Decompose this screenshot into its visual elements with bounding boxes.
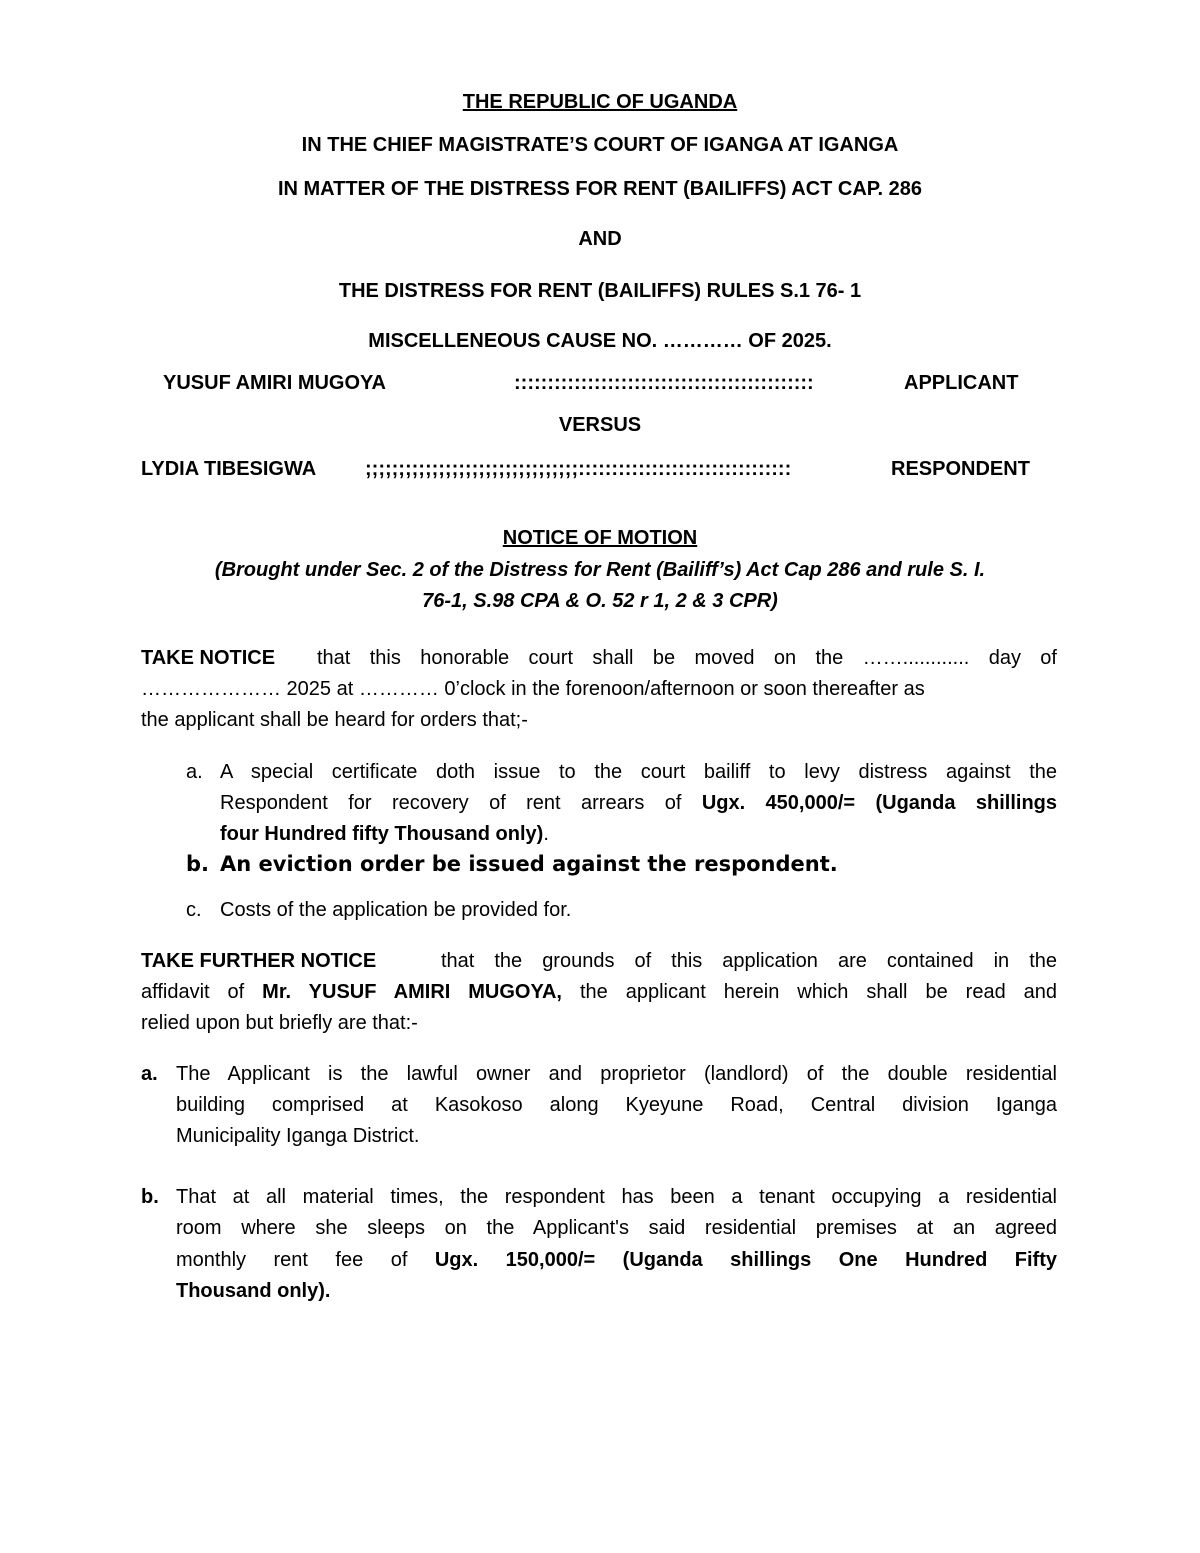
further-notice-line2	[141, 981, 1057, 1004]
respondent-label: RESPONDENT	[891, 458, 1030, 480]
further-notice-applicant: Mr. YUSUF AMIRI MUGOYA,	[262, 981, 562, 1003]
order-b-text: An eviction order be issued against the respondent.	[220, 852, 838, 876]
applicant-dots: :::::::::::::::::::::::::::::::::::::::::::::	[514, 372, 814, 394]
order-a-line1: A special certificate doth issue to the court bailiff to levy distress against the	[220, 761, 1057, 783]
applicant-label: APPLICANT	[904, 372, 1019, 394]
order-a-line3	[220, 823, 549, 846]
take-notice-line1	[141, 647, 1057, 670]
ground-a-line1: The Applicant is the lawful owner and proprietor (landlord) of the double residential	[176, 1063, 1057, 1085]
further-notice-text-2a: affidavit of	[141, 981, 245, 1003]
notice-subtitle-line2: 76-1, S.98 CPA & O. 52 r 1, 2 & 3 CPR)	[422, 590, 778, 612]
order-a-text: Respondent for recovery of rent arrears of	[220, 792, 682, 814]
further-notice-line3: relied upon but briefly are that:-	[141, 1012, 418, 1034]
order-c-text: Costs of the application be provided for.	[220, 899, 572, 921]
ground-a-marker: a.	[141, 1063, 158, 1085]
versus-heading: VERSUS	[558, 414, 642, 436]
take-notice-lead: TAKE NOTICE	[141, 647, 276, 669]
ground-a-line3: Municipality Iganga District.	[176, 1125, 420, 1147]
ground-b-amount: Ugx. 150,000/= (Uganda shillings One Hundred Fifty	[434, 1249, 1057, 1271]
respondent-name: LYDIA TIBESIGWA	[141, 458, 317, 480]
further-notice-text-1: that the grounds of this application are contained in the	[441, 950, 1057, 972]
take-notice-line3: the applicant shall be heard for orders that;-	[141, 709, 528, 731]
ground-b-line3	[176, 1249, 1057, 1272]
court-heading: IN THE CHIEF MAGISTRATE’S COURT OF IGANGA AT IGANGA	[301, 134, 899, 156]
rules-heading: THE DISTRESS FOR RENT (BAILIFFS) RULES S.1 76- 1	[338, 280, 862, 302]
ground-b-line1: That at all material times, the respondent has been a tenant occupying a residential	[176, 1186, 1057, 1208]
further-notice-line1	[141, 950, 1057, 973]
order-a-marker: a.	[186, 761, 203, 783]
matter-heading: IN MATTER OF THE DISTRESS FOR RENT (BAILIFFS) ACT CAP. 286	[277, 178, 923, 200]
and-heading: AND	[578, 228, 622, 250]
ground-b-line2: room where she sleeps on the Applicant's said residential premises at an agreed	[176, 1217, 1057, 1239]
ground-b-text: monthly rent fee of	[176, 1249, 408, 1271]
republic-heading: THE REPUBLIC OF UGANDA	[462, 91, 738, 113]
ground-b-marker: b.	[141, 1186, 159, 1208]
order-a-amount: Ugx. 450,000/= (Uganda shillings	[701, 792, 1057, 814]
further-notice-lead: TAKE FURTHER NOTICE	[141, 950, 377, 972]
ground-a-line2: building comprised at Kasokoso along Kyeyune Road, Central division Iganga	[176, 1094, 1057, 1116]
take-notice-text-1: that this honorable court shall be moved on the ……............ day of	[317, 647, 1057, 669]
applicant-name: YUSUF AMIRI MUGOYA	[163, 372, 386, 394]
order-b-marker: b.	[186, 852, 210, 876]
cause-heading: MISCELLENEOUS CAUSE NO. ………… OF 2025.	[368, 330, 832, 352]
further-notice-text-2b: the applicant herein which shall be read and	[579, 981, 1058, 1003]
notice-subtitle-line1: (Brought under Sec. 2 of the Distress for Rent (Bailiff’s) Act Cap 286 and rule S. I.	[214, 559, 986, 581]
order-a-amount-words: four Hundred fifty Thousand only)	[220, 823, 544, 845]
order-c-marker: c.	[186, 899, 202, 921]
ground-b-amount-end: Thousand only).	[176, 1280, 331, 1302]
order-a-period: .	[543, 823, 549, 845]
order-a-line2	[220, 792, 1057, 815]
notice-title: NOTICE OF MOTION	[502, 527, 698, 549]
respondent-dots: ;;;;;;;;;;;;;;;;;;;;;;;;;;;;;;;;::::::::::::::::::::::::::::::::	[365, 458, 792, 480]
take-notice-line2: ………………… 2025 at ………… 0’clock in the forenoon/afternoon or soon thereafter as	[141, 678, 925, 700]
